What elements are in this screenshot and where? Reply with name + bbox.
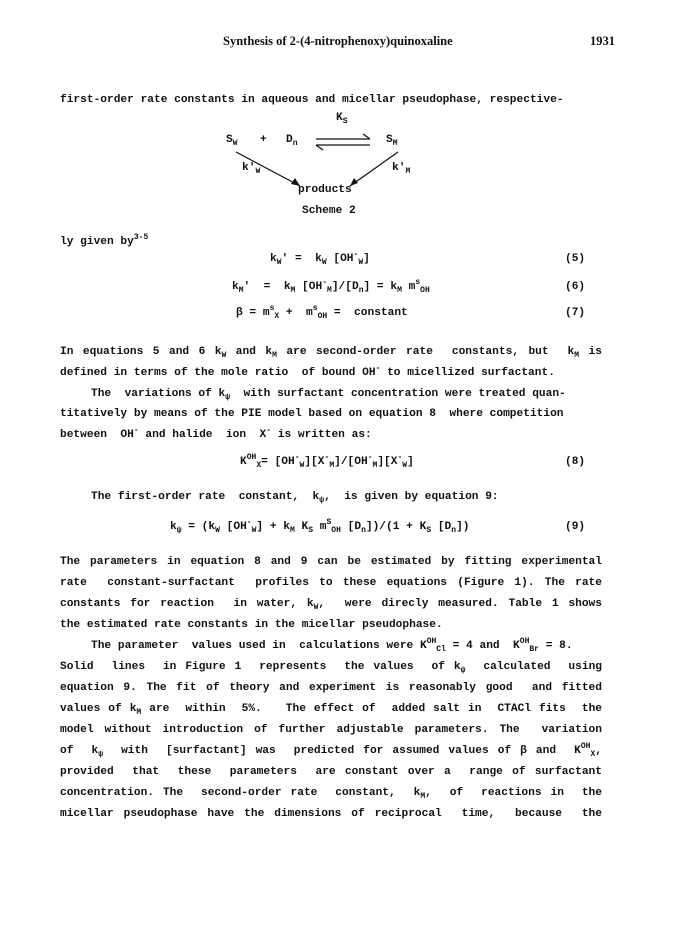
equation-number: (5) bbox=[565, 253, 586, 265]
paragraph-line: between OH- and halide ion X- is written as: bbox=[60, 426, 372, 441]
paragraph-line: ly given $by^{3-5}$ bbox=[60, 233, 149, 248]
paragraph-line: In equations 5 and 6 $k_W$ and $k_M$ are second-order rate constants, but $k_M$ is bbox=[60, 346, 602, 360]
equation-number: (9) bbox=[565, 521, 586, 533]
reaction-scheme bbox=[220, 110, 440, 220]
paragraph-line: concentration. The second-order rate constant, $k_M$, of reactions in the bbox=[60, 787, 602, 801]
products-label: products bbox=[298, 184, 352, 196]
binding-constant-label: $K_S$ bbox=[336, 112, 348, 126]
substrate-micelle: $S_M$ bbox=[386, 134, 398, 148]
equation-5: $k_W' = k_W$ $[OH^-_W]$ bbox=[270, 250, 370, 267]
paragraph-line: model without introduction of further adjustable parameters. The variation bbox=[60, 724, 602, 736]
paragraph-line: equation 9. The fit of theory and experiment is reasonably good and fitted bbox=[60, 682, 602, 694]
plus-sign: + bbox=[260, 134, 267, 146]
rate-constant-water: $k'_W$ bbox=[242, 162, 261, 176]
equation-8: $K^{OH}_X= [OH^-_W][X^-_M]/[OH^-_M][X^-_W]$ bbox=[240, 453, 414, 470]
micellized-surfactant: $D_n$ bbox=[286, 134, 298, 148]
equation-number: (8) bbox=[565, 456, 586, 468]
paragraph-line: defined in terms of the mole ratio of bound OH- to micellized surfactant. bbox=[60, 364, 555, 379]
paragraph-line: The parameters in equation 8 and 9 can be estimated by fitting experimental bbox=[60, 556, 602, 568]
paragraph-line: The variations of $k_\psi$ with surfactant concentration were treated quan- bbox=[91, 388, 566, 402]
running-header-title: Synthesis of 2-(4-nitrophenoxy)quinoxaline bbox=[223, 34, 453, 48]
paragraph-line: of $k_\psi$ with [surfactant] was predicted for assumed values of β and $K^{OH}_X$, bbox=[60, 742, 602, 759]
paragraph-line: provided that these parameters are constant over a range of surfactant bbox=[60, 766, 602, 778]
paragraph-line: micellar pseudophase have the dimensions of reciprocal time, because the bbox=[60, 808, 602, 820]
paragraph-line: the estimated rate constants in the micellar pseudophase. bbox=[60, 619, 443, 631]
paragraph-line: Solid lines in Figure 1 represents the values of $k_\psi$ calculated using bbox=[60, 661, 602, 675]
rate-constant-micelle: $k'_M$ bbox=[392, 162, 411, 176]
equation-9: $k_\psi = (k_W$ $[OH^-_W] + k_M$ $K_S$ $m^S_{OH}$ $[D_n])/(1 + K_S$ $[D_n]$) bbox=[170, 518, 470, 535]
paragraph-line: The first-order rate constant, $k_\psi$, is given by equation 9: bbox=[91, 491, 499, 505]
equation-number: (6) bbox=[565, 281, 586, 293]
equation-6: $k_M' = k_M$ $[OH^-_M]/[D_n] = k_M$ $m^s_{OH}$ bbox=[232, 278, 430, 295]
paragraph-line: titatively by means of the PIE model based on equation 8 where competition bbox=[60, 408, 564, 420]
page-number: 1931 bbox=[590, 34, 615, 48]
paragraph-line: rate constant-surfactant profiles to these equations (Figure 1). The rate bbox=[60, 577, 602, 589]
paragraph-line: values of $k_M$ are within 5%. The effect of added salt in CTACl fits the bbox=[60, 703, 602, 717]
equation-number: (7) bbox=[565, 307, 586, 319]
equation-7: $\beta = m^s_X + m^s_{OH}$ = constant bbox=[236, 304, 408, 321]
paragraph-line: first-order rate constants in aqueous and micellar pseudophase, respective- bbox=[60, 94, 564, 106]
paragraph-line: The parameter values used in calculations were $K^{OH}_{Cl} = 4$ and $K^{OH}_{Br} = 8$. bbox=[91, 637, 573, 654]
scheme-caption: Scheme 2 bbox=[302, 205, 356, 217]
paragraph-line: constants for reaction in water, $k_W$, were direcly measured. Table 1 shows bbox=[60, 598, 602, 612]
substrate-water: $S_W$ bbox=[226, 134, 238, 148]
